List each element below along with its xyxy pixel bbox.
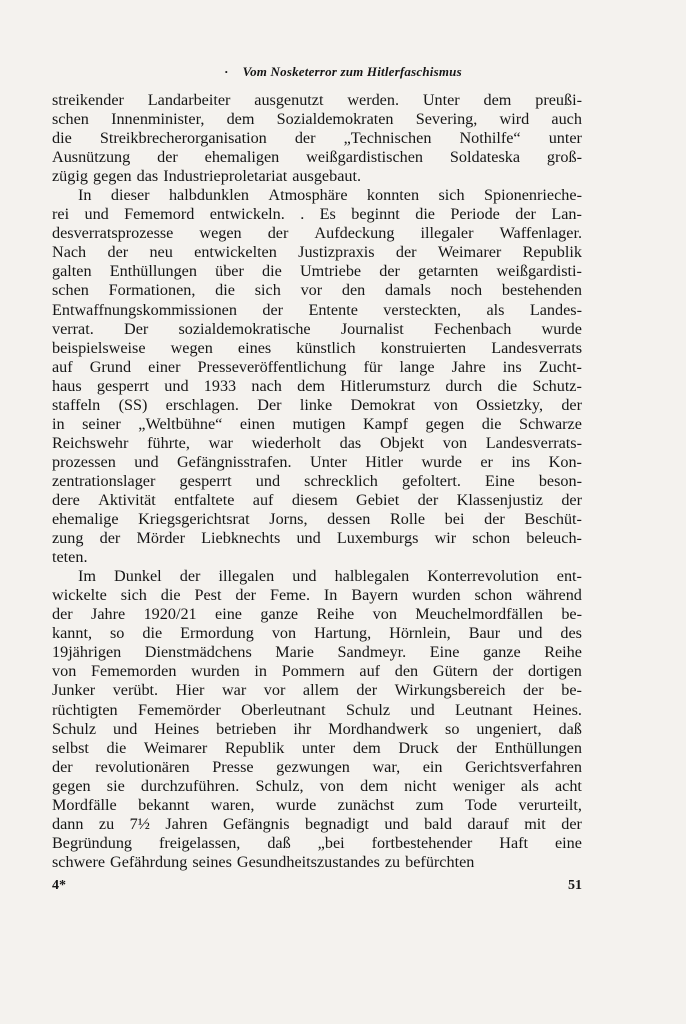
text-line: Begründung freigelassen, daß „bei fortbestehender Haft eine (52, 833, 582, 852)
text-line: streikender Landarbeiter ausgenutzt werden. Unter dem preußi- (52, 91, 582, 109)
text-line: 19jährigen Dienstmädchens Marie Sandmeyr. Eine ganze Reihe (52, 643, 582, 662)
text-line: auf Grund einer Presseveröffentlichung für lange Jahre ins Zucht- (52, 357, 582, 376)
text-line: schen Formationen, die sich vor den damals noch bestehenden (52, 281, 582, 300)
text-line: desverratsprozesse wegen der Aufdeckung illegaler Waffenlager. (52, 224, 582, 243)
text-line: zentrationslager gesperrt und schrecklich gefoltert. Eine beson- (52, 471, 582, 490)
text-line: kannt, so die Ermordung von Hartung, Hörnlein, Baur und des (52, 624, 582, 643)
text-line: Reichswehr führte, war wiederholt das Objekt von Landesverrats- (52, 433, 582, 452)
text-line: dann zu 7½ Jahren Gefängnis begnadigt und bald darauf mit der (52, 814, 582, 833)
text-line: wickelte sich die Pest der Feme. In Bayern wurden schon während (52, 586, 582, 605)
text-line: staffeln (SS) erschlagen. Der linke Demokrat von Ossietzky, der (52, 395, 582, 414)
text-line: beispielsweise wegen eines künstlich konstruierten Landesverrats (52, 338, 582, 357)
text-line: Nach der neu entwickelten Justizpraxis der Weimarer Republik (52, 243, 582, 262)
text-line: teten. (52, 548, 88, 567)
text-line: ehemalige Kriegsgerichtsrat Jorns, dessen Rolle bei der Beschüt- (52, 510, 582, 529)
text-line: gegen sie durchzuführen. Schulz, von dem nicht weniger als acht (52, 776, 582, 795)
text-line: Entwaffnungskommissionen der Entente versteckten, als Landes- (52, 300, 582, 319)
text-line: zügig gegen das Industrieproletariat ausgebaut. (52, 167, 362, 186)
text-line: der Jahre 1920/21 eine ganze Reihe von Meuchelmordfällen be- (52, 605, 582, 624)
body-text (52, 91, 582, 872)
text-line: selbst die Weimarer Republik unter dem Druck der Enthüllungen (52, 738, 582, 757)
text-line: haus gesperrt und 1933 nach dem Hitlerumsturz durch die Schutz- (52, 376, 582, 395)
text-line: rüchtigten Fememörder Oberleutnant Schulz und Leutnant Heines. (52, 700, 582, 719)
text-line: verrat. Der sozialdemokratische Journalist Fechenbach wurde (52, 319, 582, 338)
text-line: Schulz und Heines betrieben ihr Mordhandwerk so ungeniert, daß (52, 719, 582, 738)
running-head-title: Vom Nosketerror zum Hitlerfaschismus (242, 64, 462, 79)
text-line: In dieser halbdunklen Atmosphäre konnten sich Spionenrieche- (78, 186, 582, 205)
text-line: die Streikbrecherorganisation der „Technischen Nothilfe“ unter (52, 129, 582, 148)
paragraph (52, 186, 582, 567)
text-line: schwere Gefährdung seines Gesundheitszustandes zu befürchten (52, 852, 475, 871)
text-line: schen Innenminister, dem Sozialdemokraten Severing, wird auch (52, 110, 582, 129)
text-line: der revolutionären Presse gezwungen war, ein Gerichtsverfahren (52, 757, 582, 776)
text-line: zung der Mörder Liebknechts und Luxemburgs wir schon beleuch- (52, 529, 582, 548)
text-line: galten Enthüllungen über die Umtriebe der getarnten weißgardisti- (52, 262, 582, 281)
running-head (0, 64, 686, 80)
text-line: rei und Fememord entwickeln. . Es beginnt die Periode der Lan- (52, 205, 582, 224)
text-line: Junker verübt. Hier war vor allem der Wirkungsbereich der be- (52, 681, 582, 700)
text-line: von Fememorden wurden in Pommern auf den Gütern der dortigen (52, 662, 582, 681)
page-number: 51 (568, 878, 582, 893)
text-line: dere Aktivität entfaltete auf diesem Gebiet der Klassenjustiz der (52, 490, 582, 509)
text-line: Im Dunkel der illegalen und halblegalen Konterrevolution ent- (78, 567, 582, 586)
text-line: in seiner „Weltbühne“ einen mutigen Kampf gegen die Schwarze (52, 414, 582, 433)
paragraph (52, 91, 582, 186)
paragraph (52, 567, 582, 872)
text-line: prozessen und Gefängnisstrafen. Unter Hitler wurde er ins Kon- (52, 452, 582, 471)
text-line: Mordfälle bekannt waren, wurde zunächst zum Tode verurteilt, (52, 795, 582, 814)
text-line: Ausnützung der ehemaligen weißgardistischen Soldateska groß- (52, 148, 582, 167)
bullet-mark: · (224, 64, 229, 79)
signature-mark: 4* (52, 878, 66, 893)
